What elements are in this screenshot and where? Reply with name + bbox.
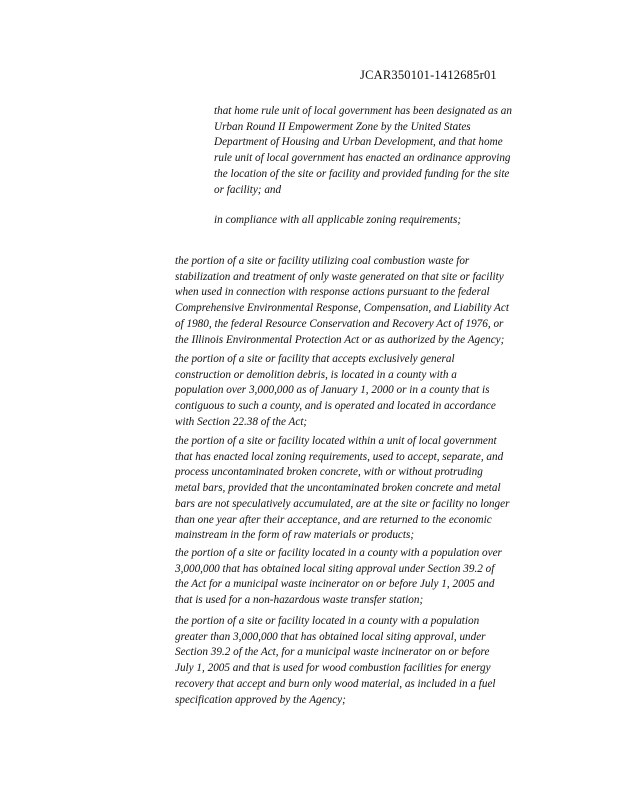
- paragraph-coal-combustion-waste: [175, 254, 575, 348]
- text-line: with Section 22.38 of the Act;: [175, 415, 308, 428]
- text-line: construction or demolition debris, is located in a county with a: [175, 368, 457, 381]
- paragraph-broken-concrete: [175, 434, 575, 544]
- text-line: or facility; and: [214, 183, 282, 196]
- text-line: contiguous to such a county, and is operated and located in accordance: [175, 400, 496, 413]
- text-line: the location of the site or facility and provided funding for the site: [214, 167, 510, 180]
- text-line: the portion of a site or facility located in a county with a population over: [175, 547, 502, 559]
- text-line: the portion of a site or facility located in a county with a population: [175, 615, 480, 627]
- text-line: process uncontaminated broken concrete, with or without protruding: [175, 466, 483, 479]
- text-line: when used in connection with response actions pursuant to the federal: [175, 286, 490, 299]
- text-line: the portion of a site or facility that accepts exclusively general: [175, 353, 455, 365]
- text-line: the Act for a municipal waste incinerator on or before July 1, 2005 and: [175, 578, 495, 591]
- text-line: the Illinois Environmental Protection Act or as authorized by the Agency;: [175, 333, 505, 346]
- text-line: that is used for a non-hazardous waste transfer station;: [175, 594, 424, 607]
- text-line: of 1980, the federal Resource Conservation and Recovery Act of 1976, or: [175, 317, 504, 330]
- text-line: specification approved by the Agency;: [175, 693, 346, 706]
- paragraph-demolition-debris: [175, 352, 575, 431]
- text-line: the portion of a site or facility located within a unit of local government: [175, 435, 497, 447]
- text-line: Urban Round II Empowerment Zone by the United States: [214, 120, 471, 133]
- text-line: Comprehensive Environmental Response, Compensation, and Liability Act: [175, 302, 509, 315]
- text-line: greater than 3,000,000 that has obtained local siting approval, under: [175, 630, 486, 643]
- text-line: that home rule unit of local government has been designated as an: [214, 105, 512, 117]
- text-line: mainstream in the form of raw materials or products;: [175, 529, 415, 542]
- text-line: July 1, 2005 and that is used for wood combustion facilities for energy: [175, 662, 491, 675]
- text-line: than one year after their acceptance, and are returned to the economic: [175, 513, 492, 526]
- text-line: stabilization and treatment of only waste generated on that site or facility: [175, 270, 504, 283]
- text-line: Department of Housing and Urban Development, and that home: [214, 136, 503, 149]
- text-line: the portion of a site or facility utilizing coal combustion waste for: [175, 255, 470, 267]
- text-line: in compliance with all applicable zoning requirements;: [214, 214, 462, 226]
- paragraph-zoning-compliance: [214, 213, 574, 229]
- text-line: rule unit of local government has enacted an ordinance approving: [214, 152, 511, 165]
- text-line: recovery that accept and burn only wood material, as included in a fuel: [175, 677, 496, 690]
- paragraph-wood-combustion: [175, 614, 575, 708]
- text-line: bars are not speculatively accumulated, are at the site or facility no longer: [175, 497, 510, 510]
- paragraph-empowerment-zone: [214, 104, 574, 198]
- document-code: JCAR350101-1412685r01: [360, 68, 497, 82]
- text-line: that has enacted local zoning requirements, used to accept, separate, and: [175, 450, 504, 463]
- text-line: population over 3,000,000 as of January 1, 2000 or in a county that is: [175, 384, 490, 397]
- text-line: metal bars, provided that the uncontaminated broken concrete and metal: [175, 482, 501, 495]
- paragraph-waste-transfer-station: [175, 546, 575, 609]
- text-line: 3,000,000 that has obtained local siting approval under Section 39.2 of: [175, 562, 495, 575]
- text-line: Section 39.2 of the Act, for a municipal waste incinerator on or before: [175, 646, 490, 659]
